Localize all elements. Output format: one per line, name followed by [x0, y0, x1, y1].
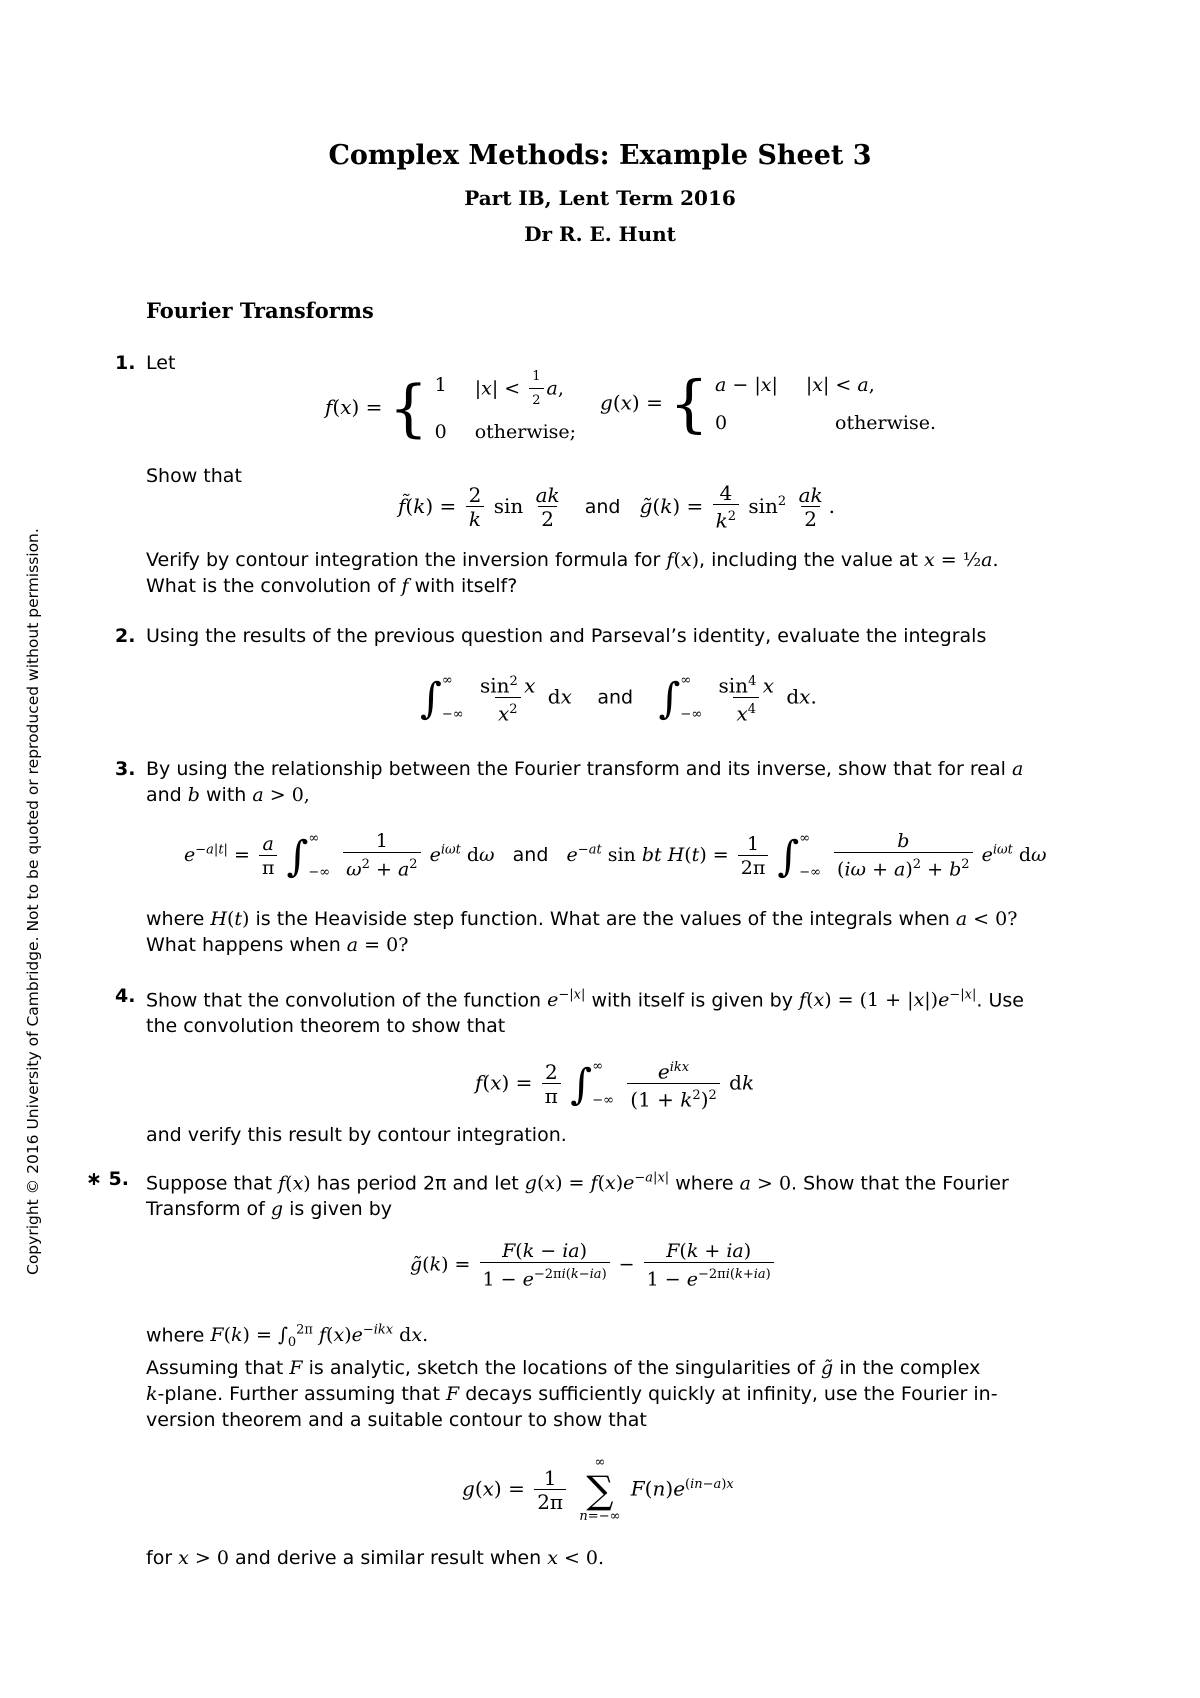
question-number: 3. [115, 758, 136, 780]
q3-text: By using the relationship between the Fourier transform and its inverse, show that for real a and b with a > 0, [146, 758, 1024, 806]
q5-text: Suppose that f(x) has period 2π and let $g(x) = f(x)e^{-a|x|}$ where a > 0. Show that the Fourier Transform of g is given by [146, 1171, 1009, 1221]
q3-equations: $e^{-a|t|}$ = $\frac{a}{\pi}$ ∫ ∞ −∞ $\frac{1}{\omega^2 + a^2}$ $e^{i\omega t}$ dω and $e^{-at}$ sin bt H(t) = $\frac{1}{2\pi}$ ∫ ∞ −∞ $\frac{b}{(i\omega + a)^2 + b^2}$ $e^{i\omega t}$ dω [184, 830, 1047, 881]
section-heading: Fourier Transforms [146, 298, 374, 323]
q2-integrals: ∫ ∞ −∞ $\frac{\sin^2 x}{x^2}$ dx and ∫ ∞ −∞ $\frac{\sin^4 x}{x^4}$ dx. [420, 673, 817, 726]
q1-verify-text: Verify by contour integration the inversion formula for f(x), including the value at x = ½a. What is the convolution of f with itself? [146, 549, 999, 597]
q5-series-equation: g(x) = $\frac{1}{2\pi}$ ∞ ∑ n=−∞ $F(n)e^{(in-a)x}$ [462, 1455, 734, 1524]
question-number: 2. [115, 625, 136, 647]
q4-equation: f(x) = $\frac{2}{\pi}$ ∫ ∞ −∞ $\frac{e^{ikx}}{(1 + k^2)^2}$ dk [475, 1059, 755, 1112]
q5-final: for x > 0 and derive a similar result when x < 0. [146, 1547, 605, 1569]
q1-let: Let [146, 352, 176, 374]
otherwise-label: otherwise. [835, 412, 937, 434]
q1-show-that: Show that [146, 465, 242, 487]
and-label: and [597, 686, 634, 709]
author: Dr R. E. Hunt [524, 222, 676, 246]
q1-transforms: f̃(k) = $\frac{2}{k}$ sin $\frac{ak}{2}$ and g̃(k) = $\frac{4}{k^2}$ $\sin^2$ $\frac{ak}{2}$ . [398, 481, 835, 533]
q5-transform-equation: g̃(k) = $\frac{F(k - ia)}{1 - e^{-2\pi i(k-ia)}}$ − $\frac{F(k + ia)}{1 - e^{-2\pi i(k+ia)}}$ [410, 1240, 777, 1291]
copyright-notice: Copyright © 2016 University of Cambridge. Not to be quoted or reproduced without permission. [24, 528, 42, 1275]
otherwise-label: otherwise; [474, 421, 577, 443]
question-number: 4. [115, 985, 136, 1007]
and-label: and [512, 844, 549, 866]
q1-g-definition: g(x) = { a − |x| |x| < a, 0 otherwise. [600, 367, 937, 440]
question-number: 1. [115, 352, 136, 374]
q4-text: Show that the convolution of the function $e^{-|x|}$ with itself is given by $f(x) = (1 + |x|)e^{-|x|}$. Use the convolution theorem to show that [146, 988, 1024, 1038]
q2-text: Using the results of the previous question and Parseval’s identity, evaluate the integrals [146, 625, 987, 647]
and-label: and [584, 495, 621, 518]
question-number: ∗ 5. [86, 1168, 129, 1190]
q1-f-definition: f(x) = { 1 |x| < $\frac{1}{2}$ a, 0 otherwise; [325, 366, 576, 451]
page-subtitle: Part IB, Lent Term 2016 [464, 186, 736, 210]
q4-verify: and verify this result by contour integration. [146, 1124, 567, 1146]
q5-where: where $F(k) = \int_0^{2\pi}$ $f(x)e^{-ikx}$ dx. [146, 1323, 429, 1351]
q5-paragraph-2: Assuming that F is analytic, sketch the locations of the singularities of g̃ in the complex k-plane. Further assuming that F decays sufficiently quickly at infinity, use the Fourier in- version theorem and a suitable contour to show that [146, 1357, 998, 1431]
page-title: Complex Methods: Example Sheet 3 [328, 140, 872, 171]
q3-where-text: where H(t) is the Heaviside step function. What are the values of the integrals when a < 0? What happens when a = 0? [146, 908, 1018, 956]
